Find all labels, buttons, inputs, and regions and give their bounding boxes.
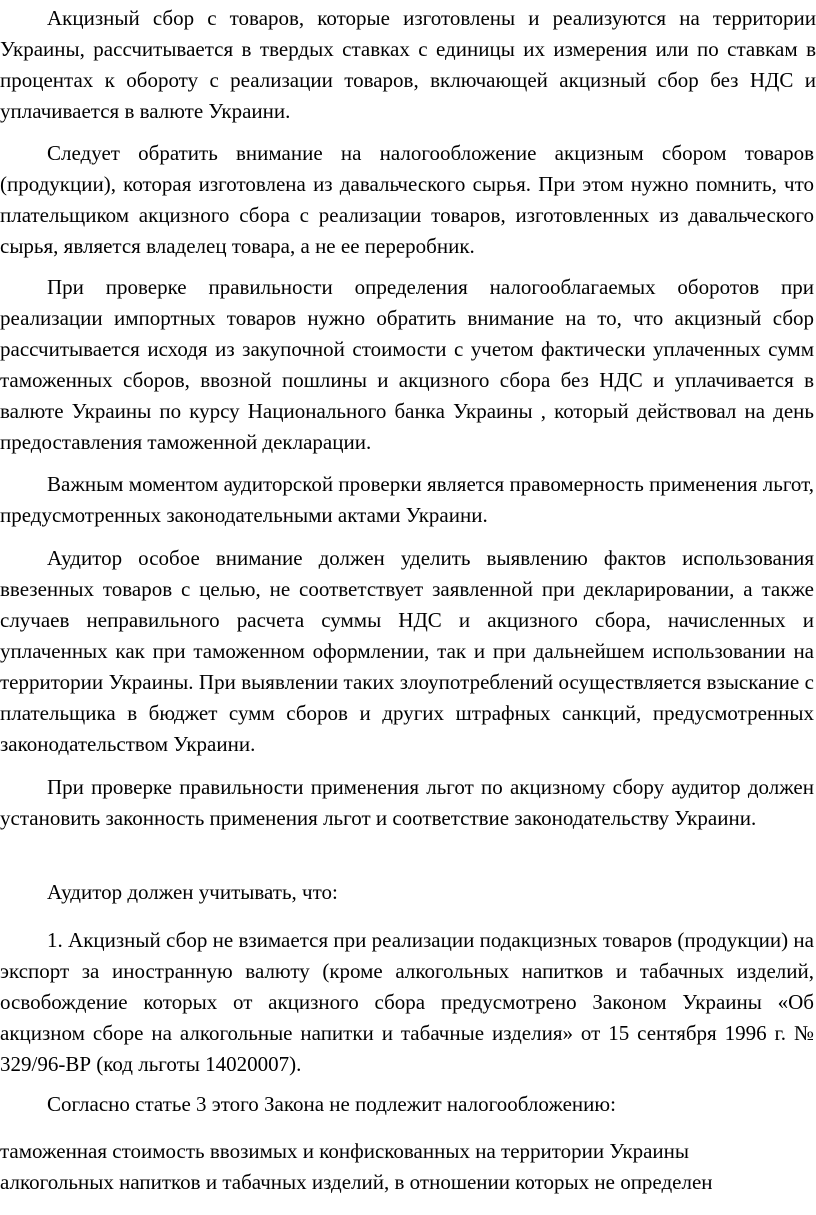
paragraph-article-three: Согласно статье 3 этого Закона не подлежит налогообложению: <box>47 1092 616 1116</box>
paragraph-benefits-legality: Важным моментом аудиторской проверки является правомерность применения льгот, предусмотренных законодательными актами Украини. <box>0 472 814 527</box>
paragraph-imported-goods: При проверке правильности определения налогооблагаемых оборотов при реализации импортных товаров нужно обратить внимание на то, что акцизный сбор рассчитывается исходя из закупочной стоимости с учетом фактически уплаченных сумм таможенных сборов, ввозной пошлины и акцизного сбора без НДС и уплачивается в валюте Украины по курсу Национального банка Украины , который действовал на день предоставления таможенной декларации. <box>0 275 814 454</box>
paragraph-benefits-check: При проверке правильности применения льгот по акцизному сбору аудитор должен установить законность применения льгот и соответствие законодательству Украини. <box>0 775 814 830</box>
paragraph-point-one-export: 1. Акцизный сбор не взимается при реализации подакцизных товаров (продукции) на экспорт за иностранную валюту (кроме алкогольных напитков и табачных изделий, освобождение которых от акцизного сбора предусмотрено Законом Украины «Об акцизном сборе на алкогольные напитки и табачные изделия» от 15 сентября 1996 г. № 329/96-ВР (код льготы 14020007). <box>0 928 814 1076</box>
paragraph-auditor-consider: Аудитор должен учитывать, что: <box>47 880 338 904</box>
paragraph-customs-value: таможенная стоимость ввозимых и конфискованных на территории Украины алкогольных напитков и табачных изделий, в отношении которых не определен <box>0 1139 713 1194</box>
paragraph-tolling-raw-materials: Следует обратить внимание на налогообложение акцизным сбором товаров (продукции), которая изготовлена из давальческого сырья. При этом нужно помнить, что плательщиком акцизного сбора с реализации товаров, изготовленных из давальческого сырья, является владелец товара, а не ее переробник. <box>0 141 814 258</box>
paragraph-auditor-attention: Аудитор особое внимание должен уделить выявлению фактов использования ввезенных товаров с целью, не соответствует заявленной при декларировании, а также случаев неправильного расчета суммы НДС и акцизного сбора, начисленных и уплаченных как при таможенном оформлении, так и при дальнейшем использовании на территории Украины. При выявлении таких злоупотреблений осуществляется взыскание с плательщика в бюджет сумм сборов и других штрафных санкций, предусмотренных законодательством Украини. <box>0 546 814 756</box>
paragraph-excise-calculation: Акцизный сбор с товаров, которые изготовлены и реализуются на территории Украины, рассчитывается в твердых ставках с единицы их измерения или по ставкам в процентах к обороту с реализации товаров, включающей акцизный сбор без НДС и уплачивается в валюте Украини. <box>0 6 816 123</box>
